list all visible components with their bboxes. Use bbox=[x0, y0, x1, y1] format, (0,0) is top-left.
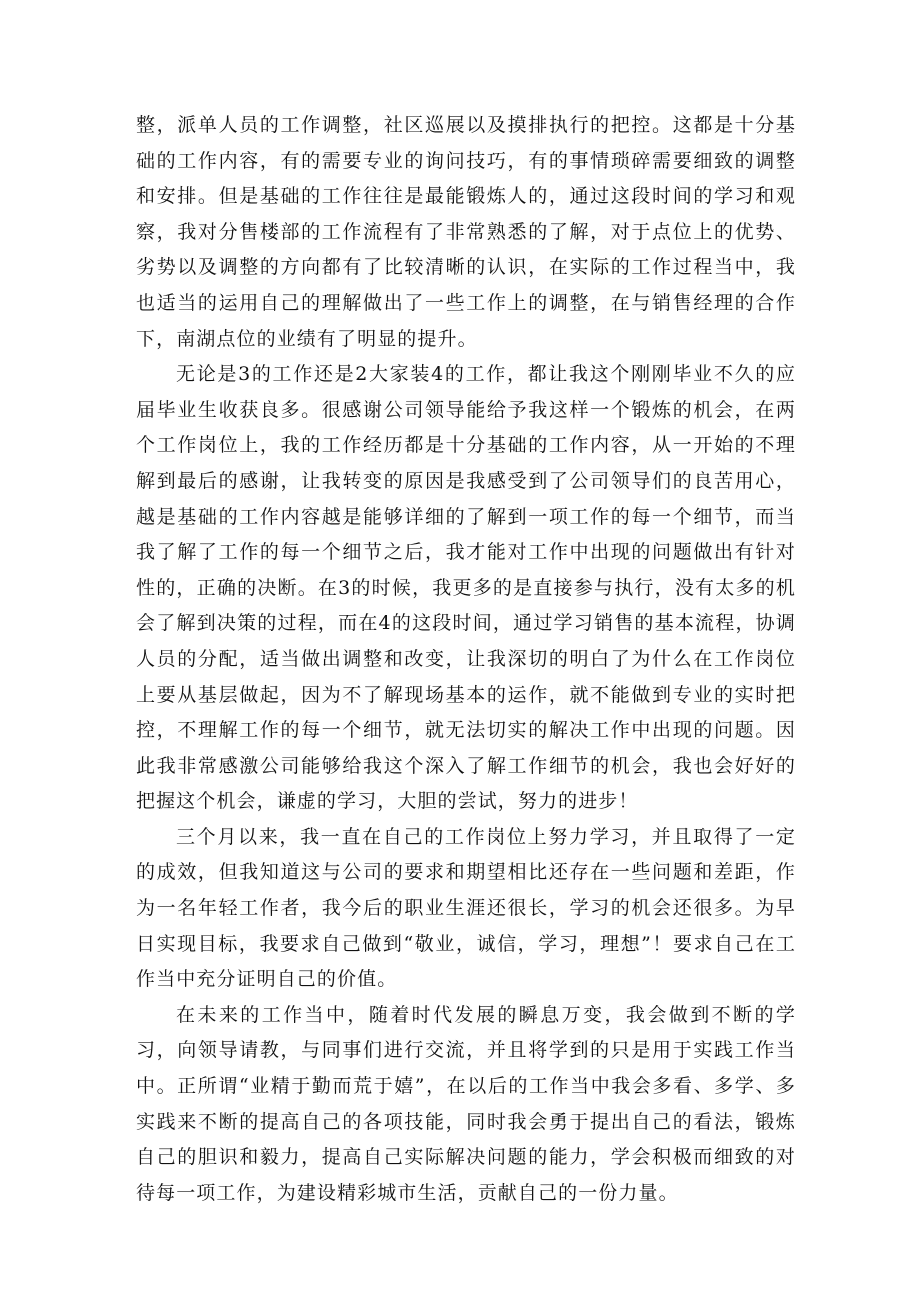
paragraph-continuation: 整，派单人员的工作调整，社区巡展以及摸排执行的把控。这都是十分基础的工作内容，有的需要专业的询问技巧，有的事情琐碎需要细致的调整和安排。但是基础的工作往往是最能锻炼人的，通过这段时间的学习和观察，我对分售楼部的工作流程有了非常熟悉的了解，对于点位上的优势、劣势以及调整的方向都有了比较清晰的认识，在实际的工作过程当中，我也适当的运用自己的理解做出了一些工作上的调整，在与销售经理的合作下，南湖点位的业绩有了明显的提升。 bbox=[136, 114, 796, 350]
document-page bbox=[136, 108, 796, 1211]
paragraph-work-experience: 无论是3的工作还是2大家装4的工作，都让我这个刚刚毕业不久的应届毕业生收获良多。很感谢公司领导能给予我这样一个锻炼的机会，在两个工作岗位上，我的工作经历都是十分基础的工作内容，从一开始的不理解到最后的感谢，让我转变的原因是我感受到了公司领导们的良苦用心，越是基础的工作内容越是能够详细的了解到一项工作的每一个细节，而当我了解了工作的每一个细节之后，我才能对工作中出现的问题做出有针对性的，正确的决断。在3的时候，我更多的是直接参与执行，没有太多的机会了解到决策的过程，而在4的这段时间，通过学习销售的基本流程，协调人员的分配，适当做出调整和改变，让我深切的明白了为什么在工作岗位上要从基层做起，因为不了解现场基本的运作，就不能做到专业的实时把控，不理解工作的每一个细节，就无法切实的解决工作中出现的问题。因此我非常感激公司能够给我这个深入了解工作细节的机会，我也会好好的把握这个机会，谦虚的学习，大胆的尝试，努力的进步！ bbox=[136, 363, 796, 813]
paragraph-future-work: 在未来的工作当中，随着时代发展的瞬息万变，我会做到不断的学习，向领导请教，与同事们进行交流，并且将学到的只是用于实践工作当中。正所谓“业精于勤而荒于嬉”，在以后的工作当中我会多看、多学、多实践来不断的提高自己的各项技能，同时我会勇于提出自己的看法，锻炼自己的胆识和毅力，提高自己实际解决问题的能力，学会积极而细致的对待每一项工作，为建设精彩城市生活，贡献自己的一份力量。 bbox=[136, 1003, 796, 1204]
paragraph-three-months: 三个月以来，我一直在自己的工作岗位上努力学习，并且取得了一定的成效，但我知道这与公司的要求和期望相比还存在一些问题和差距，作为一名年轻工作者，我今后的职业生涯还很长，学习的机会还很多。为早日实现目标，我要求自己做到“敬业，诚信，学习，理想”！要求自己在工作当中充分证明自己的价值。 bbox=[136, 825, 796, 991]
